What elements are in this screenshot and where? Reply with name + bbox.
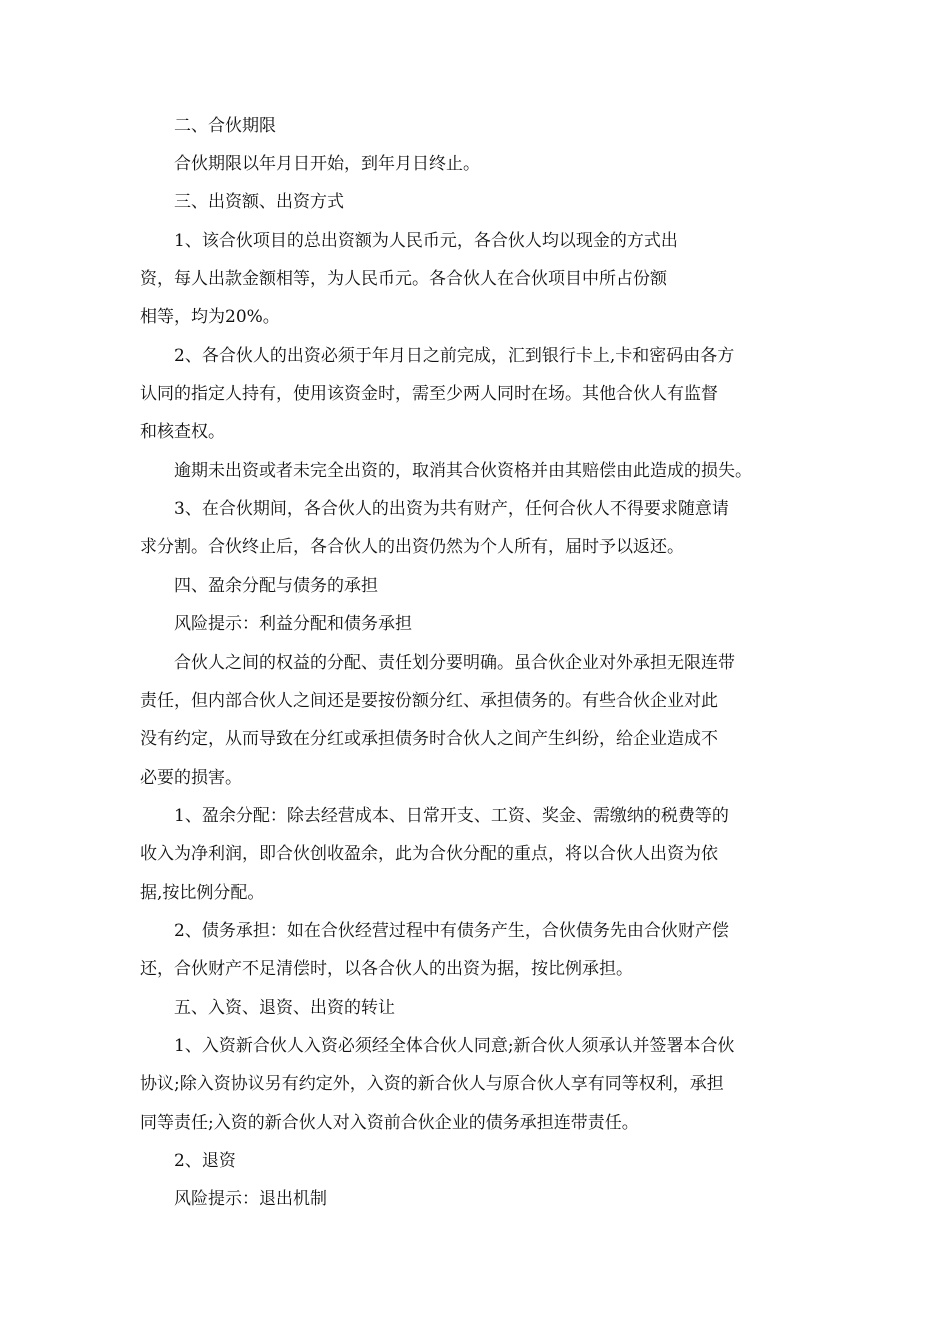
paragraph-line: 据,按比例分配。	[140, 883, 265, 903]
paragraph-line: 没有约定，从而导致在分红或承担债务时合伙人之间产生纠纷，给企业造成不	[140, 729, 718, 749]
paragraph-line: 相等，均为20%。	[140, 307, 280, 327]
paragraph-line: 1、盈余分配：除去经营成本、日常开支、工资、奖金、需缴纳的税费等的	[174, 806, 729, 826]
paragraph-line: 2、各合伙人的出资必须于年月日之前完成，汇到银行卡上,卡和密码由各方	[174, 346, 735, 366]
paragraph-line: 认同的指定人持有，使用该资金时，需至少两人同时在场。其他合伙人有监督	[140, 384, 718, 404]
paragraph-line: 还，合伙财产不足清偿时，以各合伙人的出资为据，按比例承担。	[140, 959, 633, 979]
paragraph-line: 合伙期限以年月日开始，到年月日终止。	[174, 154, 480, 174]
paragraph-line: 2、债务承担：如在合伙经营过程中有债务产生，合伙债务先由合伙财产偿	[174, 921, 729, 941]
paragraph-line: 必要的损害。	[140, 768, 242, 788]
section-heading-capital-contribution: 三、出资额、出资方式	[174, 192, 344, 212]
paragraph-line: 逾期未出资或者未完全出资的，取消其合伙资格并由其赔偿由此造成的损失。	[174, 461, 752, 481]
paragraph-line: 同等责任;入资的新合伙人对入资前合伙企业的债务承担连带责任。	[140, 1113, 639, 1133]
paragraph-line: 1、入资新合伙人入资必须经全体合伙人同意;新合伙人须承认并签署本合伙	[174, 1036, 735, 1056]
paragraph-line: 协议;除入资协议另有约定外，入资的新合伙人与原合伙人享有同等权利，承担	[140, 1074, 724, 1094]
paragraph-line: 责任，但内部合伙人之间还是要按份额分红、承担债务的。有些合伙企业对此	[140, 691, 718, 711]
section-heading-partnership-term: 二、合伙期限	[174, 116, 276, 136]
paragraph-line: 1、该合伙项目的总出资额为人民币元，各合伙人均以现金的方式出	[174, 231, 678, 251]
paragraph-line: 求分割。合伙终止后，各合伙人的出资仍然为个人所有，届时予以返还。	[140, 537, 684, 557]
subsection-heading-withdrawal: 2、退资	[174, 1151, 236, 1171]
paragraph-line: 合伙人之间的权益的分配、责任划分要明确。虽合伙企业对外承担无限连带	[174, 653, 735, 673]
paragraph-line: 收入为净利润，即合伙创收盈余，此为合伙分配的重点，将以合伙人出资为依	[140, 844, 718, 864]
risk-note: 风险提示：退出机制	[174, 1189, 327, 1209]
paragraph-line: 3、在合伙期间，各合伙人的出资为共有财产，任何合伙人不得要求随意请	[174, 499, 729, 519]
paragraph-line: 和核查权。	[140, 422, 225, 442]
section-heading-entry-exit-transfer: 五、入资、退资、出资的转让	[174, 998, 395, 1018]
risk-note: 风险提示：利益分配和债务承担	[174, 614, 412, 634]
section-heading-profit-debt: 四、盈余分配与债务的承担	[174, 576, 378, 596]
paragraph-line: 资，每人出款金额相等，为人民币元。各合伙人在合伙项目中所占份额	[140, 269, 667, 289]
